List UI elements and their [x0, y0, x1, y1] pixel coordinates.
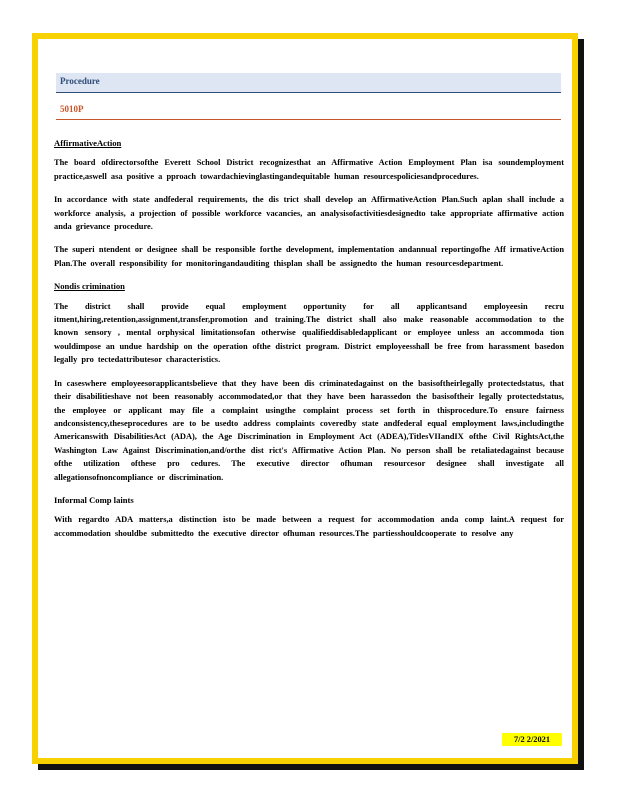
paragraph: In accordance with state andfederal requirements, the dis trict shall develop an AffirmativeAction Plan.Such aplan shall include a workforce analysis, a projection of possible workforce vacancies, an analysisofactivitiesdesignedto take appropriate affirmative action anda grievance procedure. — [54, 195, 564, 232]
heading-nondiscrimination: Nondis crimination — [54, 281, 125, 292]
paragraph: The district shall provide equal employment opportunity for all applicantsand employeesin recru itment,hiring,retention,assignment,transfer,promotion and training.The district shall also make reasonable accommodation to the known sensory , mental orphysical limitationsofan otherwise qualifieddisabledapplicant or employee unless an accommoda tion wouldimpose an undue hardship on the operation ofthe district program. District employeesshall be free from harassment basedon legally pro tectedattributesor characteristics. — [54, 301, 564, 365]
document-body — [54, 137, 564, 550]
section-label: Procedure — [60, 76, 100, 86]
revision-date: 7/2 2/2021 — [502, 733, 562, 746]
paragraph: The superi ntendent or designee shall be responsible forthe development, implementation andannual reportingofhe Aff irmativeAction Plan.The overall responsibility for monitoringandauditing thisplan shall be assignedto the human resourcesdepartment. — [54, 245, 564, 268]
paragraph: The board ofdirectorsofthe Everett School District recognizesthat an Affirmative Action Employment Plan isa soundemployment practice,aswell asa positive a pproach towardachievinglastingandequitable human resourcespoliciesandprocedures. — [54, 158, 564, 181]
policy-code-bar — [56, 100, 561, 120]
paragraph: In caseswhere employeesorapplicantsbelieve that they have been dis criminatedagainst on the basisoftheirlegally protectedstatus, that their disabilitieshave not been reasonably accommodated,or that they have been harassedon the basisoftheir legally protectedstatus, the employee or applicant may file a complaint usingthe complaint process set forth in thisprocedure.To ensure fairness andconsistency,theseprocedures are to be usedto address complaints coveredby state andfederal equal employment laws,includingthe Americanswith DisabilitiesAct (ADA), the Age Discrimination in Employment Act (ADEA),TitlesVIIandIX ofthe Civil RightsAct,the Washington Law Against Discrimination,and/orthe dist rict's Affirmative Action Plan. No person shall be retaliatedagainst because ofthe utilization ofthese pro cedures. The executive director ofhuman resourcesor designee shall investigate all allegationsofnoncompliance or discrimination. — [54, 378, 564, 482]
policy-code: 5010P — [60, 104, 84, 114]
paragraph: With regardto ADA matters,a distinction isto be made between a request for accommodation anda comp laint.A request for accommodation shouldbe submittedto the executive director ofhuman resources.The partiesshouldcooperate to resolve any — [54, 515, 564, 538]
heading-affirmative-action: AffirmativeAction — [54, 138, 122, 148]
section-header-bar — [56, 73, 561, 93]
heading-informal-complaints: Informal Comp laints — [54, 494, 134, 505]
